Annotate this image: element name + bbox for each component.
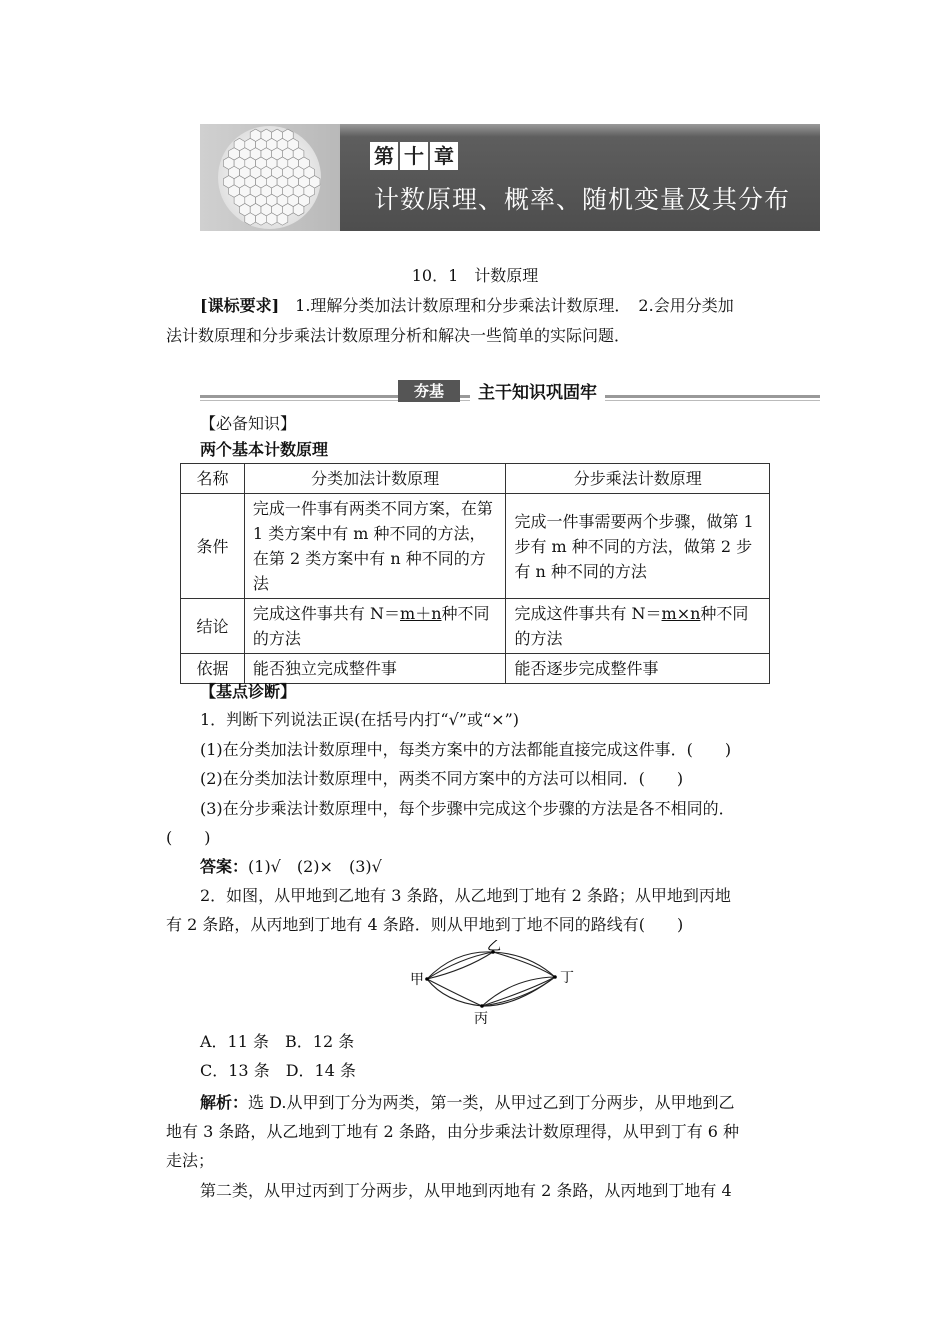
hexagon-disc-image: [218, 126, 321, 229]
question-1-item-3: (3)在分步乘法计数原理中，每个步骤中完成这个步骤的方法是各不相同的．: [200, 799, 735, 818]
multiplication-cell: 完成一件事需要两个步骤，做第 1 步有 m 种不同的方法，做第 2 步有 n 种不同的方法: [506, 494, 770, 599]
question-2-line-1: 2．如图，从甲地到乙地有 3 条路，从乙地到丁地有 2 条路；从甲地到丙地: [200, 886, 731, 905]
cell-text: 种不同的方法: [514, 604, 749, 648]
addition-cell: 能否独立完成整件事: [244, 654, 506, 684]
knowledge-subtitle: 两个基本计数原理: [200, 440, 329, 459]
chapter-char: 第: [370, 142, 398, 170]
multiplication-formula: m×n: [661, 604, 701, 623]
requirements-line-2: 法计数原理和分步乘法计数原理分析和解决一些简单的实际问题．: [166, 326, 631, 345]
options-cd: C．13 条 D．14 条: [200, 1061, 356, 1080]
section-title: 10．1 计数原理: [411, 266, 539, 285]
node-dot: [480, 1004, 484, 1008]
addition-cell: 完成一件事有两类不同方案，在第 1 类方案中有 m 种不同的方法，在第 2 类方案中有 n 种不同的方法: [244, 494, 506, 599]
question-1-item-1: (1)在分类加法计数原理中，每类方案中的方法都能直接完成这件事．( ): [200, 740, 732, 759]
chapter-char: 章: [430, 142, 458, 170]
addition-cell: [244, 599, 506, 654]
solution-line-3: 走法；: [166, 1151, 215, 1170]
route-diagram: [405, 940, 585, 1030]
hexagon-cell: [266, 213, 277, 225]
route-path: [427, 952, 493, 979]
route-path: [493, 952, 555, 977]
row-name-cell: 依据: [181, 654, 245, 684]
answer-label: 答案：: [200, 857, 249, 876]
question-1-item-3-brackets: ( ): [166, 828, 211, 847]
addition-formula: m＋n: [400, 604, 442, 623]
route-path: [482, 977, 555, 1006]
section-bar-label: 主干知识巩固牢: [470, 378, 605, 403]
row-name-cell: 结论: [181, 599, 245, 654]
table-row: [181, 654, 770, 684]
solution-line-1: [200, 1093, 734, 1113]
row-name-cell: 条件: [181, 494, 245, 599]
principles-table: [180, 463, 770, 684]
table-row: [181, 599, 770, 654]
route-path: [482, 977, 555, 1006]
section-tag: 夯基: [398, 380, 460, 402]
cell-text: 完成这件事共有 N＝: [514, 604, 662, 623]
diagnosis-header: 【基点诊断】: [200, 682, 297, 701]
requirements-label: [课标要求]: [200, 296, 280, 315]
solution-line-4: 第二类，从甲过丙到丁分两步，从甲地到丙地有 2 条路，从丙地到丁地有 4: [200, 1181, 732, 1200]
hexagon-cell: [256, 213, 267, 225]
route-path: [482, 977, 555, 1006]
question-1: 1．判断下列说法正误(在括号内打“√”或“×”): [200, 710, 519, 729]
chapter-banner: [200, 124, 820, 231]
node-dot: [553, 975, 557, 979]
hexagon-pattern-icon: [218, 126, 321, 229]
question-1-item-2: (2)在分类加法计数原理中，两类不同方案中的方法可以相同．( ): [200, 769, 684, 788]
node-label-c: 丙: [474, 1011, 488, 1027]
cell-text: 种不同的方法: [252, 604, 490, 648]
section-bar: [200, 380, 820, 406]
hexagon-cell: [293, 204, 304, 216]
node-label-d: 丁: [560, 970, 574, 986]
route-path: [493, 952, 555, 977]
node-dot: [425, 977, 429, 981]
node-label-b: 乙: [487, 940, 501, 954]
chapter-number: [370, 142, 460, 170]
cell-text: 完成这件事共有 N＝: [252, 604, 401, 623]
solution-text: 选 D.从甲到丁分为两类，第一类，从甲过乙到丁分两步，从甲地到乙: [248, 1093, 735, 1112]
requirements-line-1: [200, 296, 734, 316]
route-path: [427, 952, 493, 979]
hexagon-cell: [245, 213, 256, 225]
chapter-char: 十: [400, 142, 428, 170]
question-2-line-2: 有 2 条路，从丙地到丁地有 4 条路．则从甲地到丁地不同的路线有( ): [166, 915, 684, 934]
banner-image-panel: [200, 124, 340, 231]
multiplication-cell: [506, 599, 770, 654]
route-path: [427, 979, 482, 1006]
answer-text: (1)√ (2)× (3)√: [248, 857, 382, 876]
chapter-title: 计数原理、概率、随机变量及其分布: [374, 185, 791, 214]
table-header-cell: 名称: [181, 464, 245, 494]
solution-label: 解析：: [200, 1093, 249, 1112]
table-header-row: [181, 464, 770, 494]
hexagon-cell: [277, 213, 288, 225]
route-path: [482, 977, 555, 1006]
solution-line-2: 地有 3 条路，从乙地到丁地有 2 条路，由分步乘法计数原理得，从甲到丁有 6 种: [166, 1122, 740, 1141]
table-header-cell: 分步乘法计数原理: [506, 464, 770, 494]
table-header-cell: 分类加法计数原理: [244, 464, 506, 494]
options-ab: A．11 条 B．12 条: [200, 1032, 355, 1051]
multiplication-cell: 能否逐步完成整件事: [506, 654, 770, 684]
requirements-text: 1.理解分类加法计数原理和分步乘法计数原理． 2.会用分类加: [279, 296, 734, 315]
knowledge-header: 【必备知识】: [200, 414, 297, 433]
node-label-a: 甲: [410, 972, 424, 988]
table-row: [181, 494, 770, 599]
route-path: [427, 952, 493, 979]
answer-line: [200, 857, 382, 877]
